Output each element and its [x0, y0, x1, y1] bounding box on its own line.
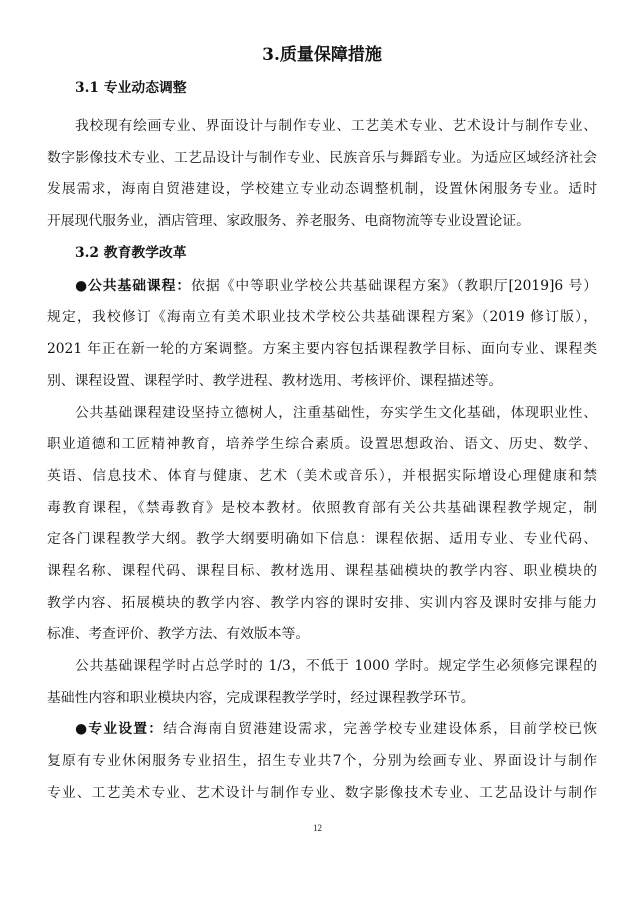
public-courses-paragraph: [47, 271, 597, 398]
paragraph-line: 复原有专业休闲服务专业招生，招生专业共7个，分别为绘画专业、界面设计与制作: [47, 753, 597, 770]
paragraph-line-text: 结合海南自贸港建设需求，完善学校专业建设体系，目前学校已恢: [163, 721, 597, 738]
major-setup-paragraph: [47, 714, 597, 809]
page-number: 12: [313, 823, 322, 833]
public-courses-label: ●公共基础课程：: [75, 277, 192, 294]
major-setup-label: ●专业设置：: [75, 721, 164, 738]
paragraph-line: 数字影像技术专业、工艺品设计与制作专业、民族音乐与舞蹈专业。为适应区域经济社会: [47, 149, 597, 166]
paragraph-line: [47, 714, 597, 746]
course-construction-paragraph: [47, 398, 597, 652]
paragraph-line: 规定，我校修订《海南立有美术职业技术学校公共基础课程方案》（2019 修订版），: [47, 309, 597, 326]
paragraph-line: 专业、工艺美术专业、艺术设计与制作专业、数字影像技术专业、工艺品设计与制作: [47, 784, 597, 801]
paragraph-line: 课程名称、课程代码、课程目标、教材选用、课程基础模块的教学内容、职业模块的: [47, 562, 597, 579]
paragraph-line: 基础性内容和职业模块内容，完成课程教学学时，经过课程教学环节。: [47, 689, 475, 706]
paragraph-line: 英语、信息技术、体育与健康、艺术（美术或音乐），并根据实际增设心理健康和禁: [47, 467, 597, 484]
page-title: 3.质量保障措施: [262, 45, 382, 65]
paragraph-line: 毒教育课程，《禁毒教育》是校本教材。依照教育部有关公共基础课程教学规定，制: [47, 499, 597, 516]
section-heading-3-1: 3.1 专业动态调整: [75, 80, 187, 96]
paragraph-line-text: 依据《中等职业学校公共基础课程方案》（教职厅[2019]6 号）: [191, 277, 597, 294]
paragraph-line: 职业道德和工匠精神教育，培养学生综合素质。设置思想政治、语文、历史、数学、: [47, 436, 597, 453]
course-hours-paragraph: [47, 651, 597, 714]
paragraph-line: 公共基础课程建设坚持立德树人，注重基础性，夯实学生文化基础，体现职业性、: [75, 404, 597, 421]
paragraph-line: 我校现有绘画专业、界面设计与制作专业、工艺美术专业、艺术设计与制作专业、: [75, 118, 597, 134]
paragraph-line: 2021 年正在新一轮的方案调整。方案主要内容包括课程教学目标、面向专业、课程类: [47, 341, 597, 358]
paragraph-line: 标准、考查评价、教学方法、有效版本等。: [47, 626, 310, 643]
paragraph-line: 定各门课程教学大纲。教学大纲要明确如下信息：课程依据、适用专业、专业代码、: [47, 531, 597, 548]
paragraph-line: [47, 271, 597, 303]
paragraph-line: 别、课程设置、课程学时、教学进程、教材选用、考核评价、课程描述等。: [47, 372, 503, 389]
paragraph-line: 教学内容、拓展模块的教学内容、教学内容的课时安排、实训内容及课时安排与能力: [47, 594, 597, 611]
section-3-1-paragraph: [47, 111, 597, 238]
section-heading-3-2: 3.2 教育教学改革: [75, 244, 187, 261]
paragraph-line: 开展现代服务业，酒店管理、家政服务、养老服务、电商物流等专业设置论证。: [47, 213, 530, 230]
paragraph-line: 发展需求，海南自贸港建设，学校建立专业动态调整机制，设置休闲服务专业。适时: [47, 181, 597, 198]
paragraph-line: 公共基础课程学时占总学时的 1/3，不低于 1000 学时。规定学生必须修完课程的: [75, 658, 597, 674]
page-content: [47, 40, 597, 809]
